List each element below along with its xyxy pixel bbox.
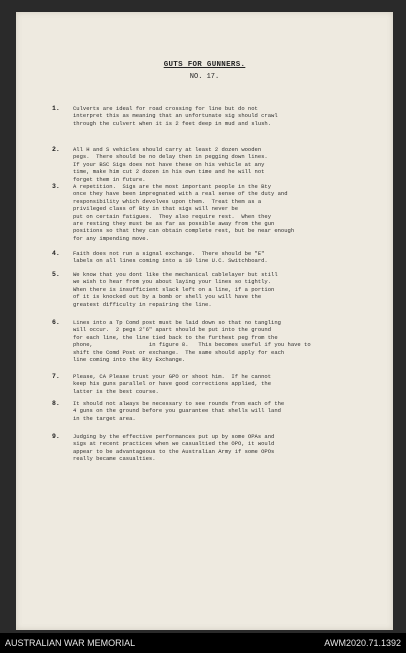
item-text: Please, CA Please trust your GPO or shoot him. If he cannot keep his guns parallel or have good corrections applied, the latter is the best course. bbox=[73, 373, 272, 395]
item-number: 7. bbox=[52, 373, 60, 380]
item-number: 5. bbox=[52, 271, 60, 278]
item-number: 4. bbox=[52, 250, 60, 257]
item-number: 8. bbox=[52, 400, 60, 407]
item-text: Culverts are ideal for road crossing for line but do not interpret this as meaning that an unfortunate sig should crawl through the culvert when it is 2 feet deep in mud and slush. bbox=[73, 105, 278, 127]
footer-credit: AUSTRALIAN WAR MEMORIAL bbox=[5, 638, 136, 648]
item-number: 2. bbox=[52, 146, 60, 153]
document-page bbox=[16, 12, 393, 630]
item-number: 6. bbox=[52, 319, 60, 326]
footer-bar bbox=[0, 633, 406, 653]
item-text: A repetition. Sigs are the most important people in the Bty once they have been impregnated with a real sense of the duty and responsibility which devolves upon them. Treat them as a privileged class of Bty in that sigs will never be put on certain fatigues. They also require rest. When they are resting they must be as far as possible away from the gun positions so that they can obtain complete rest, but be near enough for any impending move. bbox=[73, 183, 295, 242]
item-text: Judging by the effective performances put up by some OPAs and sigs at recent practices when we casualtied the OPO, it would appear to be advantageous to the Australian Army if some OPOs really became casualties. bbox=[73, 433, 275, 463]
item-text: Lines into a Tp Comd post must be laid down so that no tangling will occur. 2 pegs 2'6" apart should be put into the ground for each line, the line tied back to the furthest peg from the phone, in figure 8. This becomes useful if you have to shift the Comd Post or exchange. The same should apply for each line coming into the Bty Exchange. bbox=[73, 319, 311, 364]
item-number: 1. bbox=[52, 105, 60, 112]
footer-accession-number: AWM2020.71.1392 bbox=[324, 638, 401, 648]
item-number: 9. bbox=[52, 433, 60, 440]
document-number: NO. 17. bbox=[189, 73, 220, 81]
item-text: It should not always be necessary to see rounds from each of the 4 guns on the ground before you guarantee that shells will land in the target area. bbox=[73, 400, 285, 422]
item-text: We know that you dont like the mechanical cablelayer but still we wish to hear from you about laying your lines so tightly. When there is insufficient slack left on a line, if a portion of it is knocked out by a bomb or shell you will have the greatest difficulty in repairing the line. bbox=[73, 271, 278, 308]
document-title: GUTS FOR GUNNERS. bbox=[163, 61, 246, 69]
item-text: Faith does not run a signal exchange. There should be "E" labels on all lines coming into a 10 line U.C. Switchboard. bbox=[73, 250, 268, 265]
item-number: 3. bbox=[52, 183, 60, 190]
item-text: All H and S vehicles should carry at least 2 dozen wooden pegs. There should be no delay then in pegging down lines. If your BSC Sigs does not have these on his vehicle at any time, make him cut 2 dozen in his own time and he will not forget them in future. bbox=[73, 146, 268, 183]
